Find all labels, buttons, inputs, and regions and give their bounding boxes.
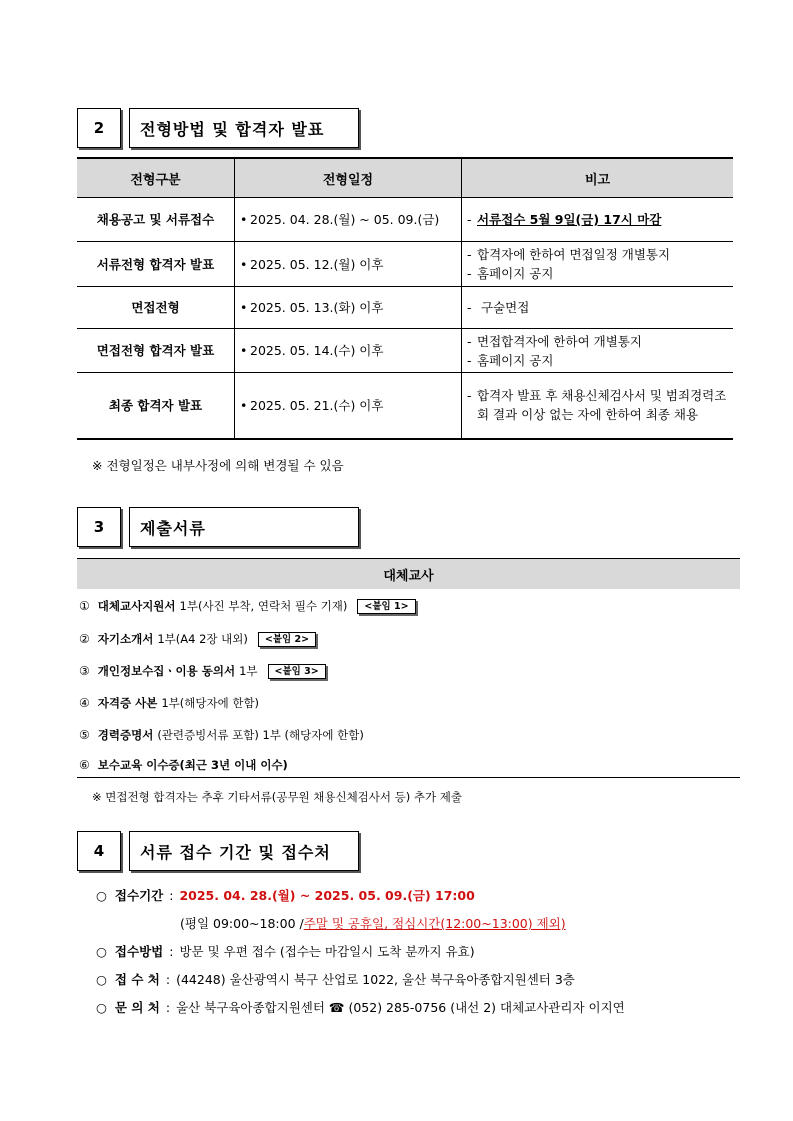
table-cell: - 면접합격자에 한하여 개별통지 - 홈페이지 공지: [462, 329, 734, 373]
section-title: 제출서류: [129, 507, 359, 547]
schedule-table: [77, 157, 733, 440]
method-label: 접수방법: [114, 944, 164, 959]
attachment-tag: <붙임 3>: [268, 664, 326, 679]
table-cell: 서류전형 합격자 발표: [77, 242, 235, 287]
column-header: 전형구분: [77, 158, 235, 198]
item-detail: 1부(A4 2장 내외): [157, 632, 248, 646]
item-title: 경력증명서: [97, 728, 154, 742]
table-cell: - 합격자에 한하여 면접일정 개별통지 - 홈페이지 공지: [462, 242, 734, 287]
place-label: 접 수 처: [114, 972, 160, 987]
attachment-tag: <붙임 1>: [357, 599, 415, 614]
item-detail: 1부: [239, 664, 258, 678]
list-item: [79, 757, 288, 773]
bullet-icon: ○: [96, 999, 107, 1015]
colon: :: [169, 943, 174, 959]
period-value: 2025. 04. 28.(월) ~ 2025. 05. 09.(금) 17:00: [179, 888, 475, 903]
item-title: 개인정보수집ㆍ이용 동의서: [97, 664, 236, 678]
documents-footnote: ※ 면접전형 합격자는 추후 기타서류(공무원 채용신체검사서 등) 추가 제출: [92, 790, 463, 804]
contact-row: [96, 998, 625, 1016]
place-row: [96, 970, 575, 988]
item-detail: 1부(해당자에 한함): [161, 696, 260, 710]
table-cell: 채용공고 및 서류접수: [77, 198, 235, 242]
documents-bar: 대체교사: [77, 558, 740, 589]
period-label: 접수기간: [114, 888, 164, 903]
table-cell: 면접전형 합격자 발표: [77, 329, 235, 373]
list-item: [79, 598, 416, 614]
method-value: 방문 및 우편 접수 (접수는 마감일시 도착 분까지 유효): [179, 944, 475, 959]
item-number: ②: [79, 632, 90, 646]
item-detail: 1부(사진 부착, 연락처 필수 기재): [179, 599, 348, 613]
item-title: 자기소개서: [97, 632, 154, 646]
item-detail: (관련증빙서류 포함) 1부 (해당자에 한함): [157, 728, 364, 742]
place-value: (44248) 울산광역시 북구 산업로 1022, 울산 북구육아종합지원센터 3층: [176, 972, 575, 987]
item-number: ⑥: [79, 758, 90, 772]
bullet-icon: ○: [96, 887, 107, 903]
table-cell: • 2025. 05. 13.(화) 이후: [235, 287, 462, 329]
colon: :: [165, 971, 171, 987]
item-number: ③: [79, 664, 90, 678]
list-item: [79, 727, 364, 743]
table-row: [77, 373, 733, 439]
table-cell: - 구술면접: [462, 287, 734, 329]
section-number: 4: [77, 831, 121, 871]
item-number: ①: [79, 599, 90, 613]
contact-value: 울산 북구육아종합지원센터 ☎ (052) 285-0756 (내선 2) 대체교사관리자 이지연: [176, 1000, 625, 1015]
section-title: 서류 접수 기간 및 접수처: [129, 831, 359, 871]
list-item: [79, 663, 326, 679]
schedule-footnote: ※ 전형일정은 내부사정에 의해 변경될 수 있음: [92, 458, 344, 473]
method-row: [96, 942, 475, 960]
section-number: 2: [77, 108, 121, 148]
table-cell: - 합격자 발표 후 채용신체검사서 및 범죄경력조회 결과 이상 없는 자에 한하여 최종 채용: [462, 373, 734, 439]
colon: :: [165, 999, 171, 1015]
table-row: [77, 198, 733, 242]
column-header: 전형일정: [235, 158, 462, 198]
table-cell: - 서류접수 5월 9일(금) 17시 마감: [462, 198, 734, 242]
bullet-icon: ○: [96, 943, 107, 959]
table-row: [77, 242, 733, 287]
table-row: [77, 329, 733, 373]
item-title: 보수교육 이수증(최근 3년 이내 이수): [97, 758, 288, 772]
table-cell: • 2025. 05. 21.(수) 이후: [235, 373, 462, 439]
divider: [77, 777, 740, 778]
item-number: ④: [79, 696, 90, 710]
table-cell: 면접전형: [77, 287, 235, 329]
column-header: 비고: [462, 158, 734, 198]
table-row: [77, 287, 733, 329]
item-title: 대체교사지원서: [97, 599, 176, 613]
bullet-icon: ○: [96, 971, 107, 987]
list-item: [79, 695, 259, 711]
table-cell: • 2025. 05. 12.(월) 이후: [235, 242, 462, 287]
contact-label: 문 의 처: [114, 1000, 160, 1015]
attachment-tag: <붙임 2>: [258, 632, 316, 647]
table-cell: • 2025. 04. 28.(월) ~ 05. 09.(금): [235, 198, 462, 242]
period-row: [96, 886, 475, 904]
item-title: 자격증 사본: [97, 696, 158, 710]
section-title: 전형방법 및 합격자 발표: [129, 108, 359, 148]
period-sub-row: [180, 914, 566, 932]
colon: :: [169, 887, 174, 903]
period-exclusion: 주말 및 공휴일, 점심시간(12:00~13:00) 제외): [303, 916, 566, 931]
table-cell: • 2025. 05. 14.(수) 이후: [235, 329, 462, 373]
item-number: ⑤: [79, 728, 90, 742]
section-number: 3: [77, 507, 121, 547]
list-item: [79, 631, 316, 647]
period-hours: (평일 09:00~18:00 /: [180, 916, 304, 931]
table-cell: 최종 합격자 발표: [77, 373, 235, 439]
